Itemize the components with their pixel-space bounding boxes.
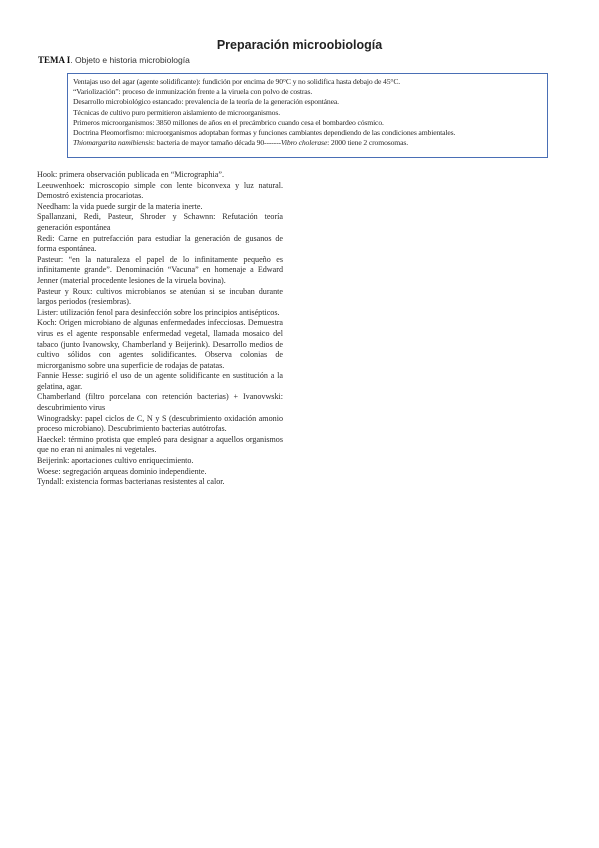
box-line-text: : 2000 tiene 2 cromosomas. (327, 138, 409, 148)
section-label: TEMA I (38, 55, 71, 65)
paragraph: Haeckel: término protista que empleó para designar a aquellos organismos que no eran ni animales ni vegetales. (37, 434, 283, 455)
paragraph: Woese: segregación arqueas dominio independiente. (37, 466, 207, 476)
paragraph: Pasteur y Roux: cultivos microbianos se atenúan si se incuban durante largos periodos (resiembras). (37, 286, 283, 307)
box-line: Ventajas uso del agar (agente solidificante): fundición por encima de 90°C y no solidifica hasta debajo de 45°C. (73, 77, 401, 86)
paragraph: Winogradsky: papel ciclos de C, N y S (descubrimiento oxidación amonio proceso microbiano). Descubrimiento bacterias autótrofas. (37, 413, 283, 434)
paragraph: Hook: primera observación publicada en “Micrographia”. (37, 170, 224, 179)
species-name: Vibro cholerase (280, 138, 328, 148)
paragraph: Tyndall: existencia formas bacterianas resistentes al calor. (37, 477, 225, 487)
paragraph: Fannie Hesse: sugirió el uso de un agente solidificante en sustitución a la gelatina, agar. (37, 371, 283, 391)
section-heading (38, 55, 190, 65)
box-line-text: : bacteria de mayor tamaño década 90------- (152, 138, 281, 148)
box-line: Desarrollo microbiológico estancado: prevalencia de la teoría de la generación espontánea. (73, 97, 339, 107)
paragraph: Needham: la vida puede surgir de la materia inerte. (37, 201, 203, 211)
paragraph: Chamberland (filtro porcelana con retención bacterias) + Ivanovwski: descubrimiento virus (37, 392, 283, 413)
box-line: Doctrina Pleomorfismo: microorganismos adoptaban formas y funciones cambiantes dependiendo de las condiciones ambientales. (73, 128, 456, 138)
section-text: . Objeto e historia microbiología (70, 55, 190, 65)
paragraph: Leeuwenhoek: microscopio simple con lente biconvexa y luz natural. Demostró existencia procariotas. (37, 180, 283, 201)
box-line: Técnicas de cultivo puro permitieron aislamiento de microorganismos. (73, 107, 280, 117)
paragraph: Lister: utilización fenol para desinfección sobre los principios antisépticos. (37, 307, 280, 317)
body-text (37, 170, 283, 488)
paragraph: Spallanzani, Redi, Pasteur, Shroder y Schawnn: Refutación teoría generación espontánea (37, 212, 283, 232)
page-title: Preparación microobiología (216, 38, 383, 52)
species-name: Thiomargarita namibiensis (73, 138, 153, 148)
paragraph: Pasteur: “en la naturaleza el papel de lo infinitamente pequeño es infinitamente grande”. Denominación “Vacuna” en homenaje a Edward Jenner (material procedente lesiones de la viruela bovina). (37, 254, 283, 285)
paragraph: Beijerink: aportaciones cultivo enriquecimiento. (37, 456, 194, 466)
box-line: “Variolización”: proceso de inmunización frente a la viruela con polvo de costras. (73, 87, 313, 97)
box-line: Primeros microorganismos: 3850 millones de años en el precámbrico cuando cesa el bombardeo cósmico. (73, 117, 384, 127)
box-line (73, 138, 542, 148)
paragraph: Koch: Origen microbiano de algunas enfermedades infecciosas. Demuestra virus es el agente responsable enfermedad vegetal, llamada mosaico del tabaco (junto Ivanowsky, Chamberland y Beijerink). Desarrollo medios de cultivo sólidos con agentes solidificantes. Observa colonias de microrganismo sobre una superficie de rodajas de patatas. (37, 318, 283, 370)
summary-box (67, 73, 548, 158)
paragraph: Redi: Carne en putrefacción para estudiar la generación de gusanos de forma espontánea. (37, 233, 283, 254)
